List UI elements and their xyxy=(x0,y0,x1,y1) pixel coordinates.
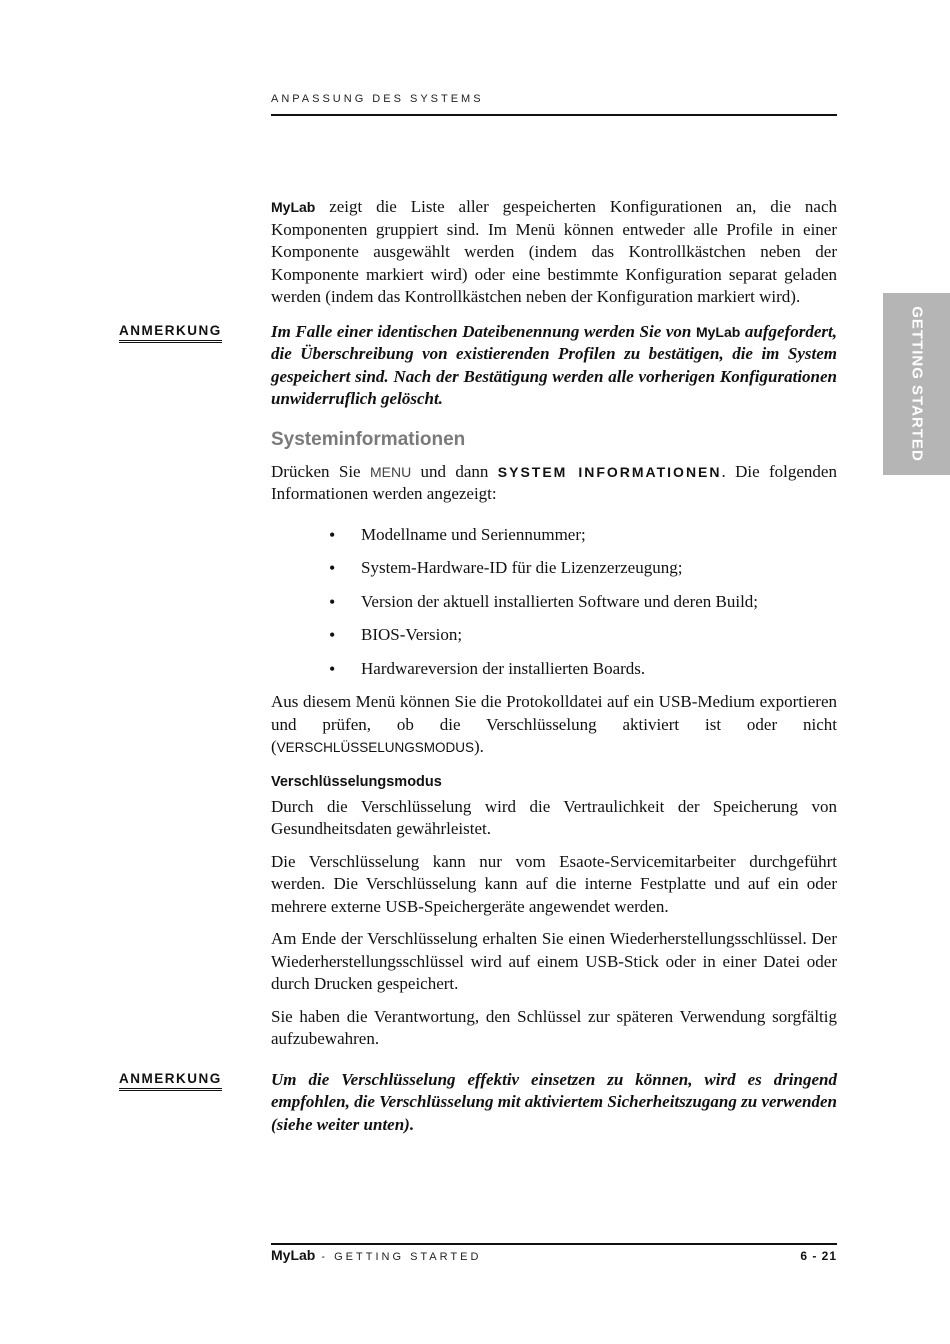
section-intro: Drücken Sie MENU und dann SYSTEM INFORMATIONEN. Die folgenden Informationen werden angezeigt: xyxy=(271,461,837,503)
list-item: • System-Hardware-ID für die Lizenzerzeugung; xyxy=(271,557,837,580)
section-heading: Systeminformationen xyxy=(271,428,466,450)
brand-name: MyLab xyxy=(271,199,316,215)
intro-text: zeigt die Liste aller gespeicherten Konfigurationen an, die nach Komponenten gruppiert sind. Im Menü können entweder alle Profile in einer Komponente ausgewählt werden (indem das Kontrollkästchen neben der Komponente markiert wird) oder eine bestimmte Konfiguration separat geladen werden (indem das Kontrollkästchen neben der Konfiguration markiert wird). xyxy=(271,197,837,306)
info-list xyxy=(271,524,837,681)
body-paragraph: Sie haben die Verantwortung, den Schlüssel zur späteren Verwendung sorgfältig aufzubewahren. xyxy=(271,1006,837,1048)
body-paragraph: Durch die Verschlüsselung wird die Vertraulichkeit der Speicherung von Gesundheitsdaten gewährleistet. xyxy=(271,796,837,838)
note-text: Um die Verschlüsselung effektiv einsetzen zu können, wird es dringend empfohlen, die Verschlüsselung mit aktiviertem Sicherheitszugang zu verwenden (siehe weiter unten). xyxy=(271,1069,837,1134)
list-item: • Modellname und Seriennummer; xyxy=(271,524,837,547)
note-text: Im Falle einer identischen Dateibenennung werden Sie von MyLab aufgefordert, die Überschreibung von existierenden Profilen zu bestätigen, die im System gespeichert sind. Nach der Bestätigung werden alle vorherigen Konfigurationen unwiderruflich gelöscht. xyxy=(271,321,837,408)
footer-rule xyxy=(271,1243,837,1245)
note-label: ANMERKUNG xyxy=(119,1071,222,1091)
list-item: • Version der aktuell installierten Software und deren Build; xyxy=(271,591,837,614)
note-block-1 xyxy=(119,321,837,411)
command-name: SYSTEM INFORMATIONEN xyxy=(497,463,722,480)
list-item: • Hardwareversion der installierten Boards. xyxy=(271,658,837,681)
header-rule xyxy=(271,114,837,116)
export-paragraph: Aus diesem Menü können Sie die Protokolldatei auf ein USB-Medium exportieren und prüfen, ob die Verschlüsselung aktiviert ist oder nicht (VERSCHLÜSSELUNGSMODUS). xyxy=(271,692,837,756)
mode-name: VERSCHLÜSSELUNGSMODUS xyxy=(276,740,474,755)
page-number: 6 - 21 xyxy=(800,1249,837,1263)
body-paragraph: Die Verschlüsselung kann nur vom Esaote-Servicemitarbeiter durchgeführt werden. Die Verschlüsselung kann auf die interne Festplatte und auf ein oder mehrere externe USB-Speichergeräte angewendet werden. xyxy=(271,851,837,916)
side-tab-label: GETTING STARTED xyxy=(908,306,925,462)
note-block-2 xyxy=(119,1069,837,1137)
brand-name: MyLab xyxy=(695,323,741,340)
intro-paragraph xyxy=(271,196,837,309)
footer-title: - GETTING STARTED xyxy=(315,1251,482,1263)
body-paragraph: Am Ende der Verschlüsselung erhalten Sie einen Wiederherstellungsschlüssel. Der Wiederherstellungsschlüssel wird auf einem USB-Stick oder in einer Datei oder durch Drucken gespeichert. xyxy=(271,929,837,993)
side-tab xyxy=(883,293,950,475)
list-item: • BIOS-Version; xyxy=(271,624,837,647)
running-header: ANPASSUNG DES SYSTEMS xyxy=(271,93,484,105)
running-footer xyxy=(271,1247,481,1263)
main-content xyxy=(119,196,837,1136)
note-label: ANMERKUNG xyxy=(119,323,222,343)
menu-key: MENU xyxy=(369,463,412,480)
subsection-heading: Verschlüsselungsmodus xyxy=(271,773,442,790)
footer-brand: MyLab xyxy=(271,1247,316,1263)
